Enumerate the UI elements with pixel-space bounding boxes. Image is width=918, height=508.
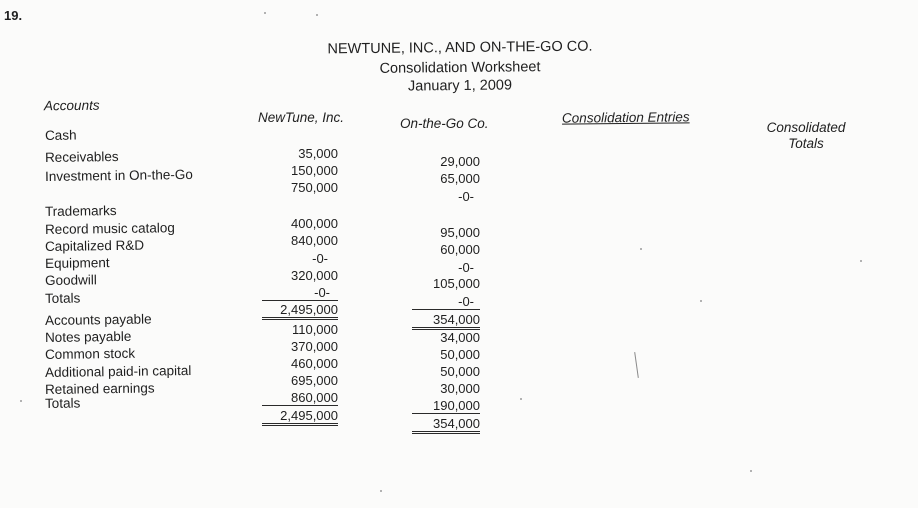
onthego-notes-payable: 50,000 — [440, 347, 480, 362]
header-newtune: NewTune, Inc. — [258, 110, 345, 125]
onthego-receivables: 65,000 — [440, 171, 480, 186]
question-number: 19. — [4, 8, 23, 23]
onthego-retained-earnings: 190,000 — [412, 398, 480, 414]
label-accounts-payable: Accounts payable — [44, 311, 152, 328]
onthego-capitalized-rd: -0- — [458, 260, 474, 275]
label-notes-payable: Notes payable — [44, 328, 132, 345]
newtune-notes-payable: 370,000 — [291, 339, 338, 354]
newtune-retained-earnings: 860,000 — [262, 390, 338, 406]
newtune-equipment: 320,000 — [291, 268, 338, 283]
label-goodwill: Goodwill — [44, 272, 97, 288]
onthego-equipment: 105,000 — [433, 276, 480, 291]
label-retained-earnings: Retained earnings — [44, 380, 155, 397]
newtune-common-stock: 460,000 — [291, 356, 338, 371]
label-totals-assets: Totals — [44, 290, 81, 306]
header-consolidated-totals — [736, 120, 876, 152]
newtune-cash: 35,000 — [298, 146, 338, 161]
label-capitalized-rd: Capitalized R&D — [44, 237, 145, 254]
onthego-additional-paid-in-capital: 30,000 — [440, 381, 480, 396]
newtune-accounts-payable: 110,000 — [291, 322, 338, 337]
scan-speck — [700, 300, 702, 302]
newtune-investment: 750,000 — [291, 180, 338, 195]
newtune-capitalized-rd: -0- — [312, 251, 328, 266]
newtune-goodwill: -0- — [262, 285, 338, 301]
worksheet-title-company: NEWTUNE, INC., AND ON-THE-GO CO. — [327, 38, 593, 58]
scan-speck — [750, 470, 752, 472]
onthego-investment: -0- — [458, 189, 474, 204]
scan-mark — [634, 352, 639, 378]
label-trademarks: Trademarks — [44, 203, 117, 219]
onthego-common-stock: 50,000 — [440, 364, 480, 379]
label-record-music-catalog: Record music catalog — [44, 220, 175, 237]
onthego-total-liabilities-equity: 354,000 — [412, 416, 480, 434]
label-cash: Cash — [44, 127, 77, 143]
header-accounts: Accounts — [43, 97, 100, 114]
scan-speck — [316, 14, 318, 16]
header-consolidated-line1: Consolidated — [766, 120, 846, 135]
onthego-accounts-payable: 34,000 — [440, 330, 480, 345]
onthego-total-assets: 354,000 — [412, 312, 480, 330]
label-investment: Investment in On-the-Go — [44, 166, 193, 184]
scan-speck — [20, 400, 22, 402]
label-equipment: Equipment — [44, 255, 110, 271]
onthego-cash: 29,000 — [440, 154, 480, 169]
onthego-trademarks: 95,000 — [440, 225, 480, 240]
header-consolidation-entries: Consolidation Entries — [561, 109, 690, 126]
newtune-total-assets: 2,495,000 — [262, 302, 338, 320]
worksheet-title-name: Consolidation Worksheet — [379, 59, 541, 77]
newtune-receivables: 150,000 — [291, 163, 338, 178]
scan-speck — [380, 490, 382, 492]
newtune-total-liabilities-equity: 2,495,000 — [262, 408, 338, 426]
scan-speck — [640, 248, 642, 250]
header-onthego: On-the-Go Co. — [400, 116, 489, 131]
scan-speck — [860, 260, 862, 262]
newtune-record-music-catalog: 840,000 — [291, 233, 338, 248]
newtune-additional-paid-in-capital: 695,000 — [291, 373, 338, 388]
onthego-goodwill: -0- — [412, 294, 480, 310]
onthego-record-music-catalog: 60,000 — [440, 242, 480, 257]
scan-speck — [264, 12, 266, 14]
label-common-stock: Common stock — [44, 345, 136, 362]
newtune-trademarks: 400,000 — [291, 216, 338, 231]
header-consolidated-line2: Totals — [788, 136, 824, 151]
label-totals-liabilities-equity: Totals — [44, 395, 81, 411]
label-additional-paid-in-capital: Additional paid-in capital — [44, 362, 192, 380]
scan-speck — [520, 398, 522, 400]
label-receivables: Receivables — [44, 148, 119, 165]
worksheet-title-date: January 1, 2009 — [407, 77, 513, 95]
